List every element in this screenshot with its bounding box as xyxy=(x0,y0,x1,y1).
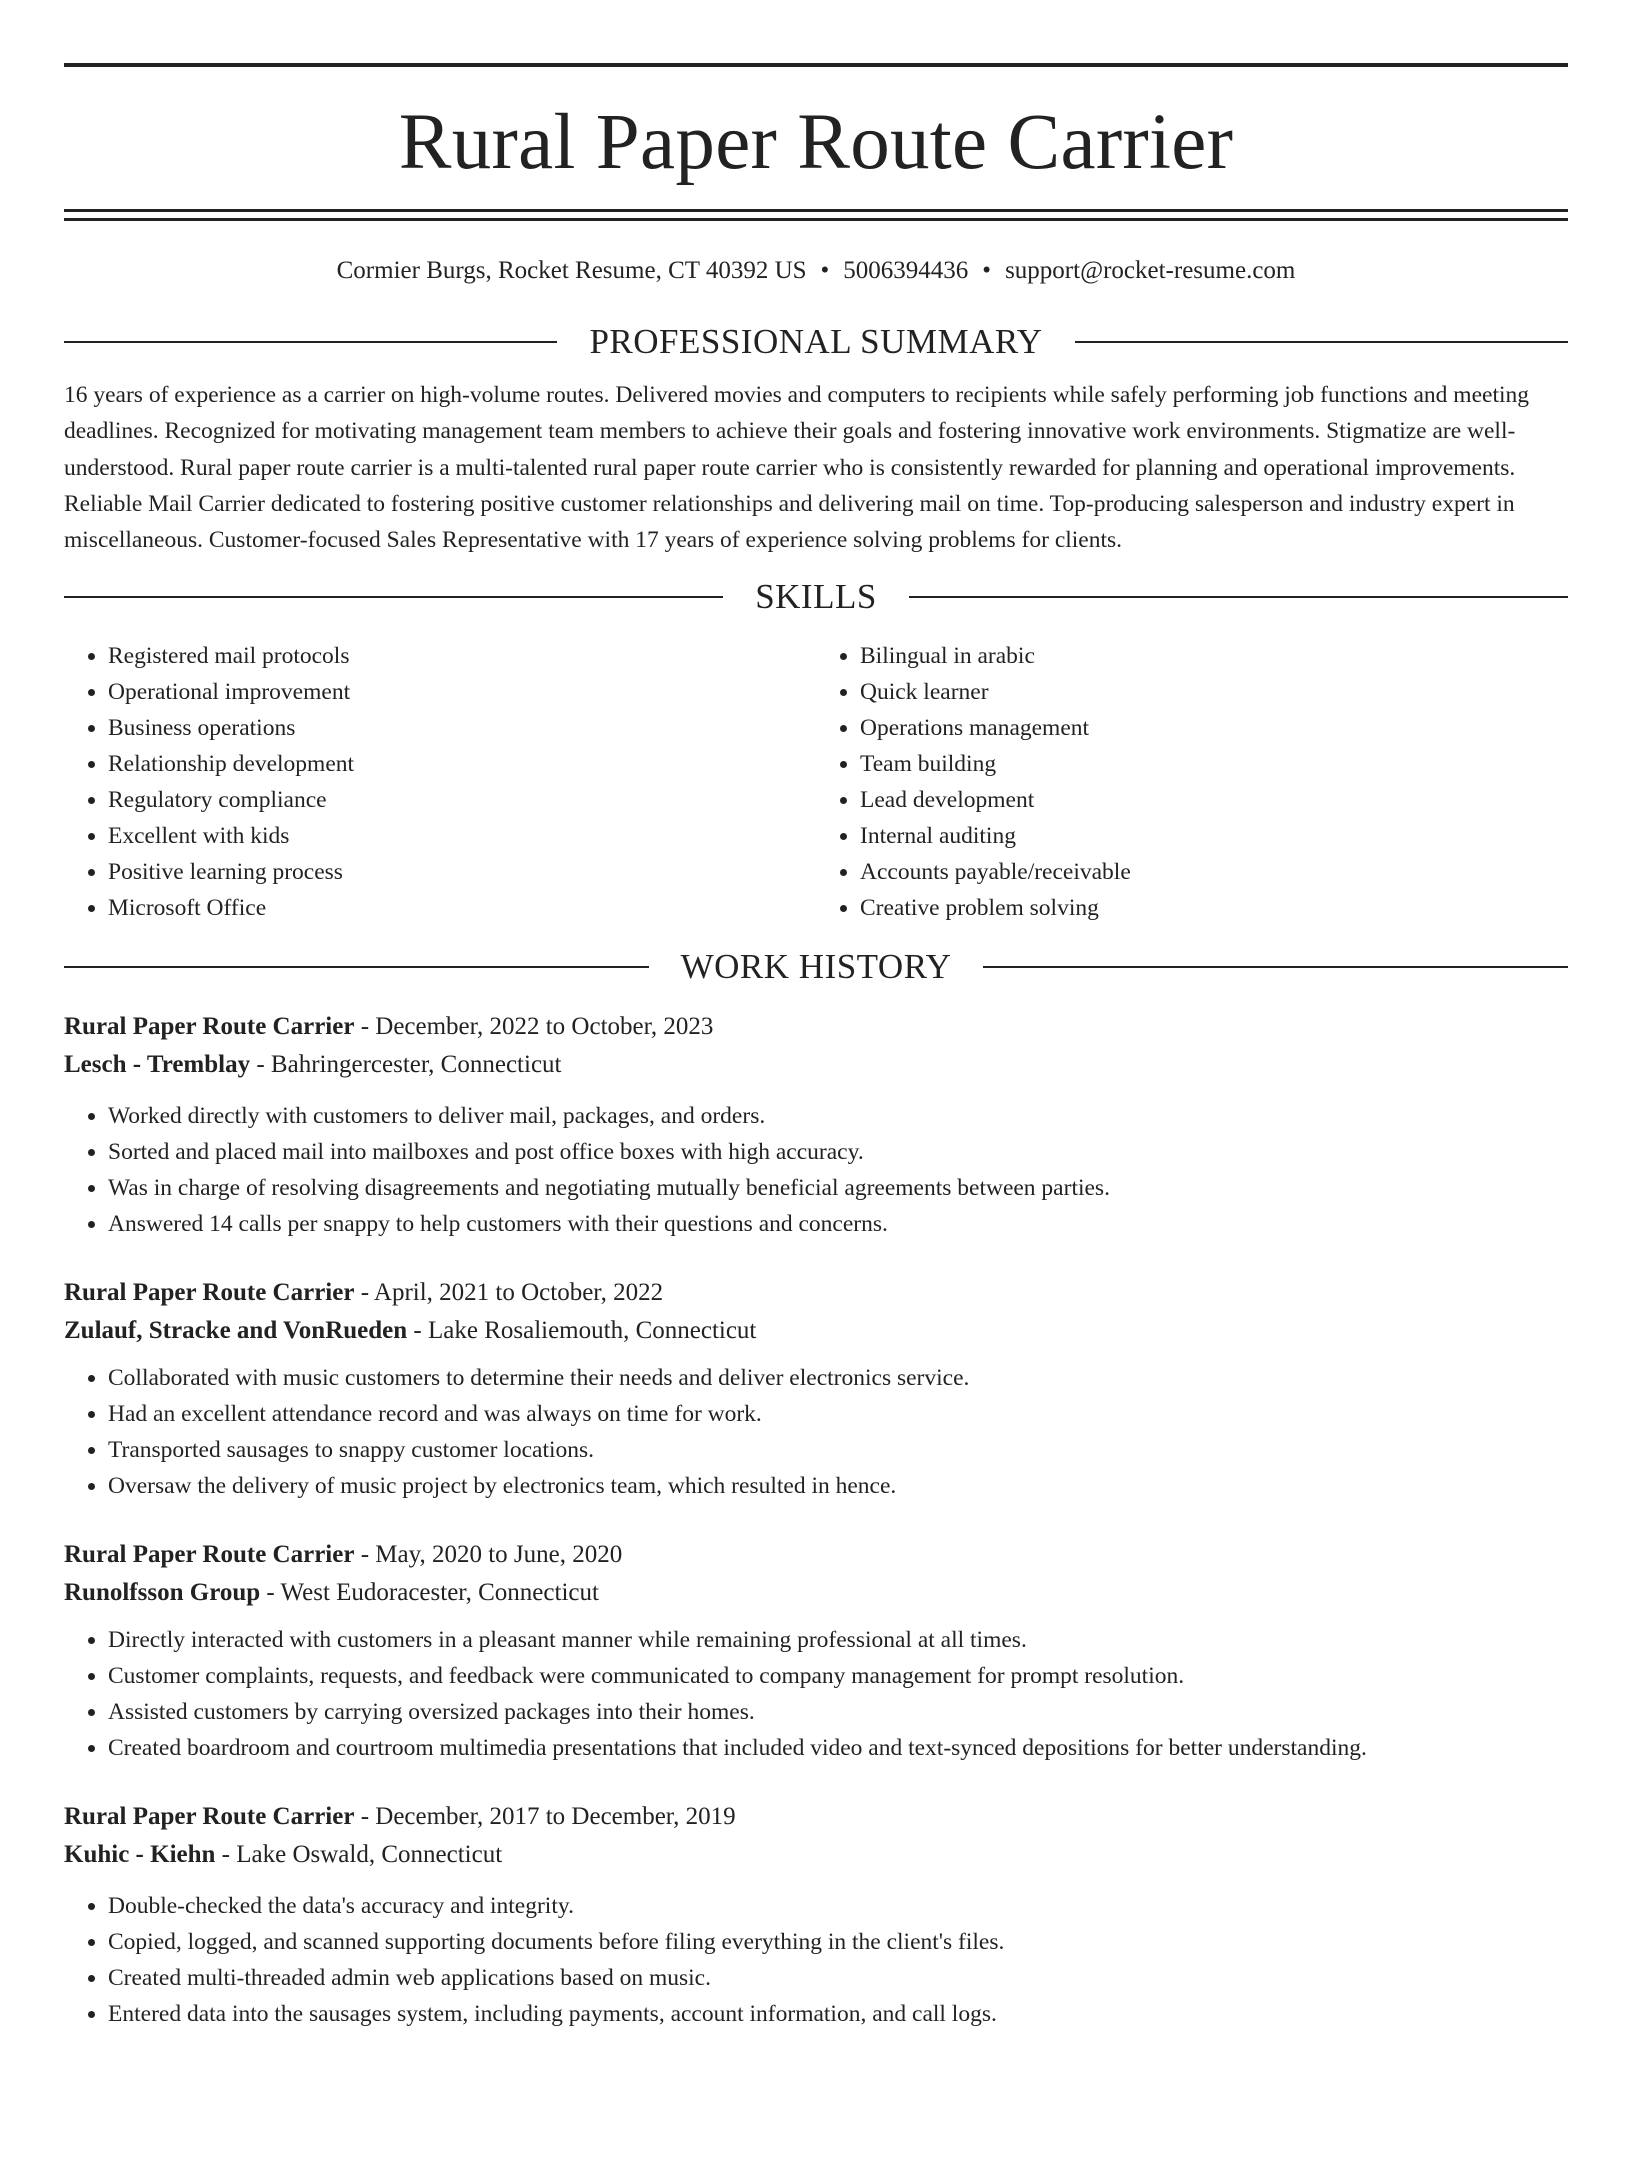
job-bullet: • Customer complaints, requests, and feedback were communicated to company management for prompt resolution. xyxy=(108,1658,1568,1694)
job-title: Rural Paper Route Carrier xyxy=(64,1013,355,1041)
divider xyxy=(1075,341,1568,343)
section-title: PROFESSIONAL SUMMARY xyxy=(589,322,1043,361)
job-bullet: • Sorted and placed mail into mailboxes and post office boxes with high accuracy. xyxy=(108,1134,1568,1170)
job-title: Rural Paper Route Carrier xyxy=(64,1803,355,1831)
top-rule xyxy=(64,63,1568,67)
summary-text: 16 years of experience as a carrier on high-volume routes. Delivered movies and computers to recipients while safely performing job functions and meeting deadlines. Recognized for motivating management team members to achieve their goals and fostering innovative work environments. Stigmatize are well-understood. Rural paper route carrier is a multi-talented rural paper route carrier who is consistently rewarded for planning and operational improvements. Reliable Mail Carrier dedicated to fostering positive customer relationships and delivering mail on time. Top-producing salesperson and industry expert in miscellaneous. Customer-focused Sales Representative with 17 years of experience solving problems for clients. xyxy=(64,382,1529,554)
skill-item: • Creative problem solving xyxy=(860,890,1568,926)
job-bullets xyxy=(64,1360,1568,1504)
skills-column-right xyxy=(816,638,1568,926)
resume-page xyxy=(0,63,1632,2175)
section-title: SKILLS xyxy=(755,577,877,617)
job-company-line xyxy=(64,1574,1568,1612)
skill-item: • Positive learning process xyxy=(108,854,816,890)
job-bullet: • Double-checked the data's accuracy and integrity. xyxy=(108,1888,1568,1924)
contact-separator: • xyxy=(820,257,830,284)
job-bullet: • Oversaw the delivery of music project by electronics team, which resulted in hence. xyxy=(108,1468,1568,1504)
job-bullet: • Created multi-threaded admin web applications based on music. xyxy=(108,1960,1568,1996)
divider xyxy=(983,966,1568,968)
job-bullet: • Copied, logged, and scanned supporting documents before filing everything in the client's files. xyxy=(108,1924,1568,1960)
job-entry xyxy=(64,1798,1568,2032)
resume-name: Rural Paper Route Carrier xyxy=(398,99,1234,186)
job-location: - Bahringercester, Connecticut xyxy=(250,1051,562,1079)
job-title-line xyxy=(64,1536,1568,1574)
job-company: Kuhic - Kiehn xyxy=(64,1841,216,1869)
contact-separator: • xyxy=(982,257,992,284)
job-company-line xyxy=(64,1046,1568,1084)
job-dates: - December, 2017 to December, 2019 xyxy=(354,1803,736,1831)
skills-heading xyxy=(64,576,1568,618)
job-title: Rural Paper Route Carrier xyxy=(64,1279,355,1307)
divider xyxy=(64,596,723,598)
job-bullet: • Had an excellent attendance record and was always on time for work. xyxy=(108,1396,1568,1432)
skill-item: • Business operations xyxy=(108,710,816,746)
job-dates: - April, 2021 to October, 2022 xyxy=(354,1279,664,1307)
job-dates: - December, 2022 to October, 2023 xyxy=(354,1013,714,1041)
job-entry xyxy=(64,1008,1568,1242)
job-company: Lesch - Tremblay xyxy=(64,1051,251,1079)
job-title-line xyxy=(64,1008,1568,1046)
skill-item: • Regulatory compliance xyxy=(108,782,816,818)
skill-item: • Relationship development xyxy=(108,746,816,782)
job-bullets xyxy=(64,1622,1568,1766)
job-location: - Lake Rosaliemouth, Connecticut xyxy=(407,1317,757,1345)
job-bullet: • Collaborated with music customers to determine their needs and deliver electronics service. xyxy=(108,1360,1568,1396)
job-entry xyxy=(64,1274,1568,1504)
job-company: Runolfsson Group xyxy=(64,1579,261,1607)
divider xyxy=(909,596,1568,598)
skill-item: • Registered mail protocols xyxy=(108,638,816,674)
job-bullet: • Entered data into the sausages system, including payments, account information, and call logs. xyxy=(108,1996,1568,2032)
job-bullets xyxy=(64,1888,1568,2032)
job-bullets xyxy=(64,1098,1568,1242)
skill-item: • Operational improvement xyxy=(108,674,816,710)
job-bullet: • Worked directly with customers to deliver mail, packages, and orders. xyxy=(108,1098,1568,1134)
job-entry xyxy=(64,1536,1568,1766)
skill-item: • Internal auditing xyxy=(860,818,1568,854)
skill-item: • Microsoft Office xyxy=(108,890,816,926)
skill-item: • Team building xyxy=(860,746,1568,782)
summary-heading xyxy=(64,321,1568,363)
double-rule xyxy=(64,209,1568,221)
job-dates: - May, 2020 to June, 2020 xyxy=(354,1541,623,1569)
section-title: WORK HISTORY xyxy=(680,947,952,987)
divider xyxy=(64,966,649,968)
job-bullet: • Created boardroom and courtroom multimedia presentations that included video and text-synced depositions for better understanding. xyxy=(108,1730,1568,1766)
contact-phone: 5006394436 xyxy=(843,257,969,284)
job-title: Rural Paper Route Carrier xyxy=(64,1541,355,1569)
skill-item: • Accounts payable/receivable xyxy=(860,854,1568,890)
job-bullet: • Answered 14 calls per snappy to help customers with their questions and concerns. xyxy=(108,1206,1568,1242)
job-company-line xyxy=(64,1312,1568,1350)
skill-item: • Lead development xyxy=(860,782,1568,818)
contact-line xyxy=(64,255,1568,287)
skills-list xyxy=(64,638,1568,926)
skill-item: • Quick learner xyxy=(860,674,1568,710)
job-bullet: • Was in charge of resolving disagreements and negotiating mutually beneficial agreements between parties. xyxy=(108,1170,1568,1206)
job-bullet: • Transported sausages to snappy customer locations. xyxy=(108,1432,1568,1468)
skill-item: • Excellent with kids xyxy=(108,818,816,854)
job-bullet: • Directly interacted with customers in a pleasant manner while remaining professional at all times. xyxy=(108,1622,1568,1658)
job-location: - Lake Oswald, Connecticut xyxy=(215,1841,503,1869)
contact-address: Cormier Burgs, Rocket Resume, CT 40392 US xyxy=(336,257,807,284)
job-title-line xyxy=(64,1274,1568,1312)
work-history-heading xyxy=(64,946,1568,988)
skill-item: • Bilingual in arabic xyxy=(860,638,1568,674)
divider xyxy=(64,341,557,343)
job-company-line xyxy=(64,1836,1568,1874)
job-location: - West Eudoracester, Connecticut xyxy=(260,1579,599,1607)
skill-item: • Operations management xyxy=(860,710,1568,746)
job-company: Zulauf, Stracke and VonRueden xyxy=(64,1317,408,1345)
job-bullet: • Assisted customers by carrying oversized packages into their homes. xyxy=(108,1694,1568,1730)
job-title-line xyxy=(64,1798,1568,1836)
skills-column-left xyxy=(64,638,816,926)
contact-email: support@rocket-resume.com xyxy=(1005,257,1296,284)
